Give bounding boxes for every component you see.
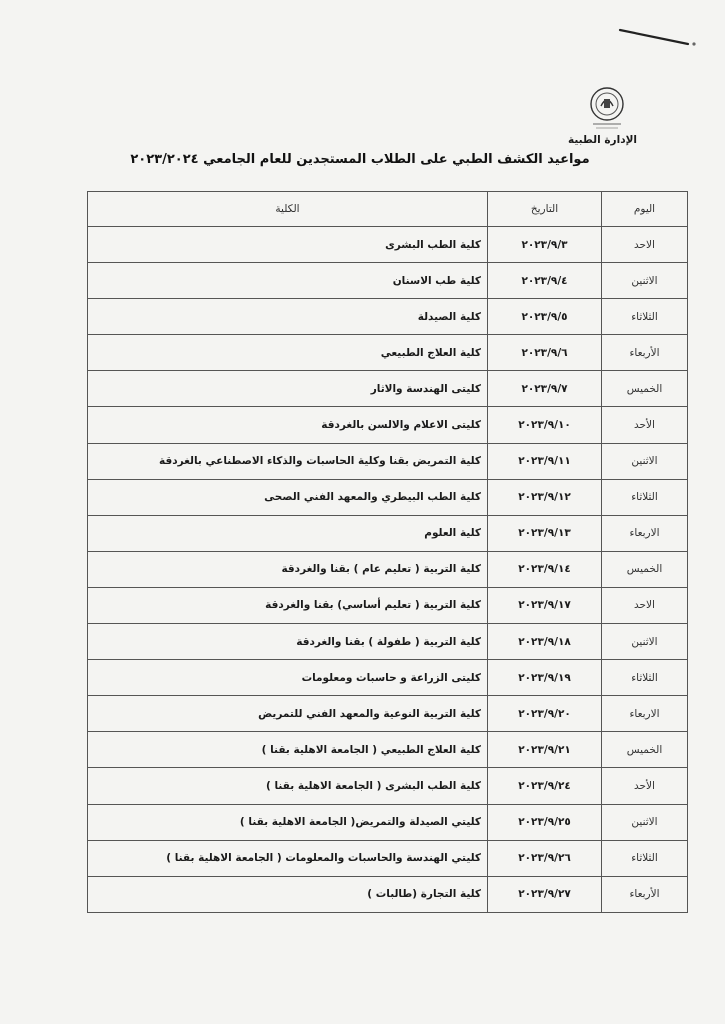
table-row (88, 804, 688, 840)
table-row (88, 515, 688, 551)
table-row (88, 335, 688, 371)
schedule-table (87, 191, 688, 913)
faculty-cell: كلية العلوم (88, 515, 488, 551)
header-block (567, 86, 637, 146)
day-cell: الاثنين (602, 263, 688, 299)
day-cell: الأربعاء (602, 876, 688, 912)
faculty-cell: كلية طب الاسنان (88, 263, 488, 299)
date-cell: ٢٠٢٣/٩/١٢ (488, 479, 602, 515)
faculty-cell: كلية العلاج الطبيعي (88, 335, 488, 371)
faculty-cell: كلية العلاج الطبيعي ( الجامعة الاهلية بقنا ) (88, 732, 488, 768)
department-label: الإدارة الطبية (567, 134, 637, 146)
faculty-cell: كليتى الاعلام والالسن بالغردقة (88, 407, 488, 443)
table-row (88, 768, 688, 804)
date-cell: ٢٠٢٣/٩/١٩ (488, 660, 602, 696)
date-cell: ٢٠٢٣/٩/٢٧ (488, 876, 602, 912)
faculty-cell: كلية الطب البيطري والمعهد الفني الصحى (88, 479, 488, 515)
table-row (88, 660, 688, 696)
day-cell: الثلاثاء (602, 479, 688, 515)
date-cell: ٢٠٢٣/٩/١٨ (488, 624, 602, 660)
faculty-cell: كلية التربية ( تعليم عام ) بقنا والغردقة (88, 551, 488, 587)
faculty-cell: كلية الطب البشرى (88, 227, 488, 263)
date-column-header: التاريخ (488, 192, 602, 227)
date-cell: ٢٠٢٣/٩/١٠ (488, 407, 602, 443)
date-cell: ٢٠٢٣/٩/٥ (488, 299, 602, 335)
date-cell: ٢٠٢٣/٩/٤ (488, 263, 602, 299)
table-row (88, 587, 688, 623)
pen-mark (618, 26, 700, 48)
document-title: مواعيد الكشف الطبي على الطلاب المستجدين للعام الجامعي ٢٠٢٣/٢٠٢٤ (130, 152, 590, 167)
faculty-cell: كلية التمريض بقنا وكلية الحاسبات والذكاء الاصطناعي بالغردقة (88, 443, 488, 479)
table-row (88, 732, 688, 768)
day-cell: الثلاثاء (602, 299, 688, 335)
date-cell: ٢٠٢٣/٩/٢٠ (488, 696, 602, 732)
day-cell: الأربعاء (602, 335, 688, 371)
table-row (88, 696, 688, 732)
day-cell: الخميس (602, 551, 688, 587)
date-cell: ٢٠٢٣/٩/٦ (488, 335, 602, 371)
table-row (88, 479, 688, 515)
table-row (88, 299, 688, 335)
table-row (88, 227, 688, 263)
table-row (88, 263, 688, 299)
table-row (88, 371, 688, 407)
table-header-row (88, 192, 688, 227)
table-row (88, 551, 688, 587)
table-row (88, 840, 688, 876)
date-cell: ٢٠٢٣/٩/٧ (488, 371, 602, 407)
day-cell: الاثنين (602, 624, 688, 660)
date-cell: ٢٠٢٣/٩/١٧ (488, 587, 602, 623)
day-cell: الخميس (602, 732, 688, 768)
faculty-cell: كلية التجارة (طالبات ) (88, 876, 488, 912)
faculty-cell: كلية التربية ( تعليم أساسي) بقنا والغردقة (88, 587, 488, 623)
day-cell: الاربعاء (602, 696, 688, 732)
day-column-header: اليوم (602, 192, 688, 227)
faculty-cell: كليتى الهندسة والاثار (88, 371, 488, 407)
day-cell: الاثنين (602, 443, 688, 479)
day-cell: الثلاثاء (602, 660, 688, 696)
date-cell: ٢٠٢٣/٩/٢٥ (488, 804, 602, 840)
faculty-cell: كلية التربية النوعية والمعهد الفني للتمريض (88, 696, 488, 732)
day-cell: الثلاثاء (602, 840, 688, 876)
faculty-cell: كلية الصيدلة (88, 299, 488, 335)
university-emblem-icon (587, 86, 627, 132)
day-cell: الاربعاء (602, 515, 688, 551)
day-cell: الخميس (602, 371, 688, 407)
faculty-cell: كليتي الصيدلة والتمريض( الجامعة الاهلية بقنا ) (88, 804, 488, 840)
faculty-cell: كلية الطب البشرى ( الجامعة الاهلية بقنا ) (88, 768, 488, 804)
date-cell: ٢٠٢٣/٩/٣ (488, 227, 602, 263)
date-cell: ٢٠٢٣/٩/٢٤ (488, 768, 602, 804)
table-row (88, 443, 688, 479)
faculty-column-header: الكلية (88, 192, 488, 227)
day-cell: الأحد (602, 768, 688, 804)
date-cell: ٢٠٢٣/٩/١٤ (488, 551, 602, 587)
faculty-cell: كلية التربية ( طفولة ) بقنا والغردقة (88, 624, 488, 660)
date-cell: ٢٠٢٣/٩/١١ (488, 443, 602, 479)
table-row (88, 407, 688, 443)
faculty-cell: كليتي الهندسة والحاسبات والمعلومات ( الجامعة الاهلية بقنا ) (88, 840, 488, 876)
table-row (88, 624, 688, 660)
date-cell: ٢٠٢٣/٩/٢٦ (488, 840, 602, 876)
date-cell: ٢٠٢٣/٩/١٣ (488, 515, 602, 551)
day-cell: الأحد (602, 407, 688, 443)
faculty-cell: كليتى الزراعة و حاسبات ومعلومات (88, 660, 488, 696)
date-cell: ٢٠٢٣/٩/٢١ (488, 732, 602, 768)
table-row (88, 876, 688, 912)
day-cell: الاحد (602, 227, 688, 263)
day-cell: الاحد (602, 587, 688, 623)
day-cell: الاثنين (602, 804, 688, 840)
